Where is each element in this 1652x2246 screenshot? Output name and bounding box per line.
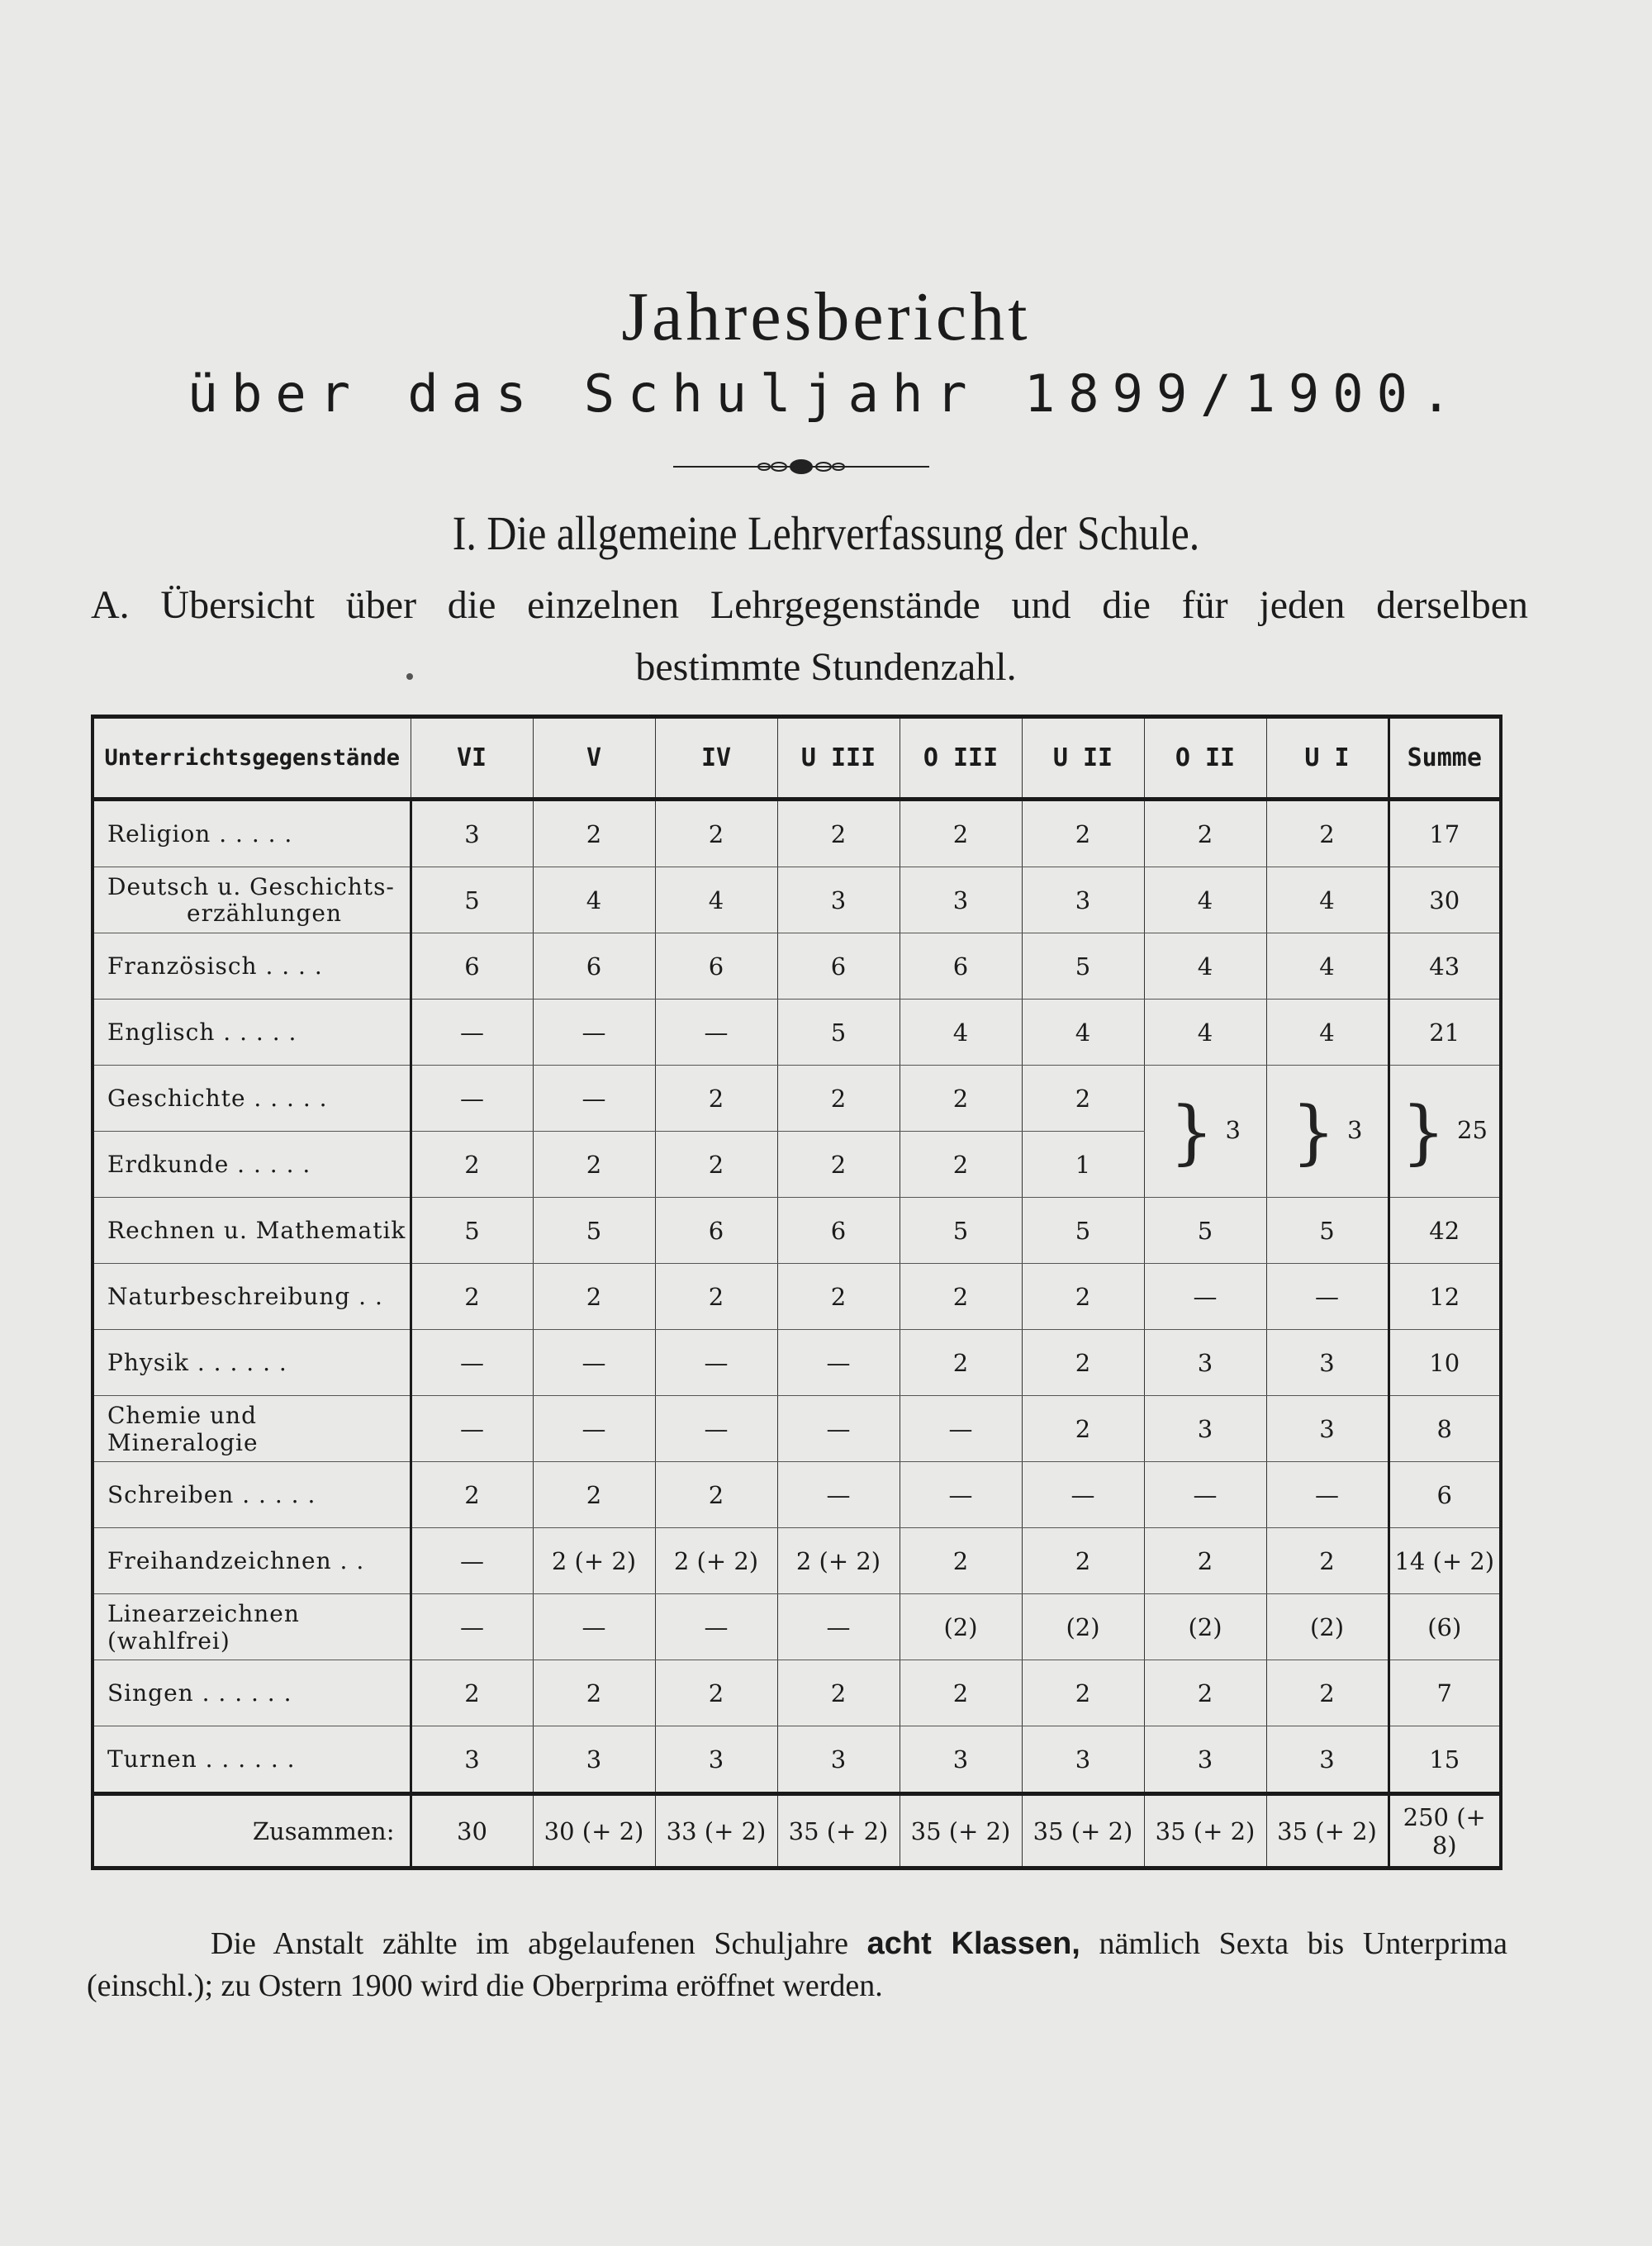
hours-cell: —	[777, 1396, 900, 1462]
sum-cell: 12	[1389, 1264, 1501, 1330]
hours-cell: 4	[1266, 1000, 1389, 1066]
hours-cell: 2	[1266, 1660, 1389, 1726]
hours-cell: —	[777, 1330, 900, 1396]
sum-cell: 6	[1389, 1462, 1501, 1528]
hours-cell: 6	[655, 933, 777, 1000]
hours-cell: 4	[533, 867, 655, 933]
footnote-text: Die Anstalt zählte im abgelaufenen Schuljahre	[211, 1926, 848, 1961]
table-row	[93, 1528, 1501, 1594]
hours-cell: 2	[1022, 1330, 1144, 1396]
subject-line: erzählungen	[187, 899, 342, 927]
hours-cell: 2	[900, 800, 1022, 867]
subject-cell: Turnen . . . . . .	[93, 1726, 411, 1794]
hours-cell: 5	[411, 867, 533, 933]
table-row	[93, 1330, 1501, 1396]
hours-cell: (2)	[900, 1594, 1022, 1660]
hours-cell: 2	[1266, 800, 1389, 867]
hours-cell: —	[900, 1462, 1022, 1528]
hours-cell: 5	[1022, 933, 1144, 1000]
hours-cell: —	[411, 1528, 533, 1594]
total-cell: 35 (+ 2)	[777, 1794, 900, 1869]
hours-cell: 2	[1144, 800, 1266, 867]
hours-cell: 2	[655, 1660, 777, 1726]
hours-cell: 2	[777, 1066, 900, 1132]
hours-cell: —	[777, 1594, 900, 1660]
column-header-subject: Unterrichtsgegenstände	[93, 717, 411, 800]
hours-cell: —	[655, 1396, 777, 1462]
hours-cell: 3	[411, 1726, 533, 1794]
column-header-class: U III	[777, 717, 900, 800]
sum-cell: 42	[1389, 1198, 1501, 1264]
hours-cell: —	[900, 1396, 1022, 1462]
subsection-heading-line2: bestimmte Stundenzahl.	[635, 645, 1017, 689]
subject-cell: Englisch . . . . .	[93, 1000, 411, 1066]
hours-cell: 5	[533, 1198, 655, 1264]
column-header-class: VI	[411, 717, 533, 800]
hours-cell: 2 (+ 2)	[655, 1528, 777, 1594]
total-cell: 35 (+ 2)	[1144, 1794, 1266, 1869]
section-heading: I. Die allgemeine Lehrverfassung der Schule.	[452, 506, 1200, 560]
table-row	[93, 1726, 1501, 1794]
table-row	[93, 1198, 1501, 1264]
hours-cell: 2	[1022, 1396, 1144, 1462]
column-header-class: O II	[1144, 717, 1266, 800]
column-header-class: IV	[655, 717, 777, 800]
hours-cell: 2	[1144, 1660, 1266, 1726]
hours-cell: 3	[411, 800, 533, 867]
hours-cell: 2	[411, 1132, 533, 1198]
total-cell: 33 (+ 2)	[655, 1794, 777, 1869]
hours-cell: 3	[777, 1726, 900, 1794]
combined-value: 3	[1225, 1115, 1241, 1144]
combined-hours-cell	[1266, 1066, 1389, 1198]
hours-cell: 2	[411, 1660, 533, 1726]
hours-cell: 2	[411, 1462, 533, 1528]
table-row	[93, 867, 1501, 933]
table-row	[93, 1660, 1501, 1726]
table-row	[93, 1264, 1501, 1330]
hours-cell: 3	[533, 1726, 655, 1794]
hours-cell: 6	[411, 933, 533, 1000]
hours-cell: 4	[1022, 1000, 1144, 1066]
lesson-hours-table	[91, 715, 1502, 1870]
hours-cell: 3	[1266, 1726, 1389, 1794]
hours-cell: 4	[900, 1000, 1022, 1066]
hours-cell: —	[533, 1594, 655, 1660]
hours-cell: 3	[1266, 1396, 1389, 1462]
hours-cell: 5	[1266, 1198, 1389, 1264]
column-header-class: O III	[900, 717, 1022, 800]
hours-cell: 2	[1022, 800, 1144, 867]
table-row	[93, 1000, 1501, 1066]
brace-icon: }	[1170, 1090, 1214, 1172]
hours-cell: —	[533, 1330, 655, 1396]
sum-cell: 43	[1389, 933, 1501, 1000]
hours-cell: 3	[1144, 1726, 1266, 1794]
hours-cell: 3	[1022, 1726, 1144, 1794]
hours-cell: 2	[1022, 1660, 1144, 1726]
hours-cell: 3	[900, 1726, 1022, 1794]
column-header-sum: Summe	[1389, 717, 1501, 800]
hours-cell: 5	[411, 1198, 533, 1264]
combined-value: 25	[1457, 1115, 1488, 1144]
column-header-class: V	[533, 717, 655, 800]
subject-cell: Religion . . . . .	[93, 800, 411, 867]
hours-cell: 5	[1144, 1198, 1266, 1264]
subsection-heading-line1: A. Übersicht über die einzelnen Lehrgegenstände und die für jeden derselben	[91, 583, 1528, 627]
brace-icon: }	[1291, 1090, 1336, 1172]
column-header-class: U I	[1266, 717, 1389, 800]
hours-cell: 2	[655, 800, 777, 867]
hours-cell: 3	[1022, 867, 1144, 933]
hours-cell: 2	[1022, 1066, 1144, 1132]
sum-cell: 14 (+ 2)	[1389, 1528, 1501, 1594]
sum-cell: 15	[1389, 1726, 1501, 1794]
sum-cell: 10	[1389, 1330, 1501, 1396]
sum-cell: 21	[1389, 1000, 1501, 1066]
subject-cell: Rechnen u. Mathematik	[93, 1198, 411, 1264]
subject-cell: Singen . . . . . .	[93, 1660, 411, 1726]
report-title: Jahresbericht	[621, 278, 1031, 355]
table-row	[93, 1066, 1501, 1132]
hours-cell: —	[411, 1594, 533, 1660]
hours-cell: 2	[655, 1462, 777, 1528]
table-row	[93, 1396, 1501, 1462]
sum-cell: (6)	[1389, 1594, 1501, 1660]
hours-cell: 6	[777, 933, 900, 1000]
sum-cell: 30	[1389, 867, 1501, 933]
hours-cell: 2	[777, 1660, 900, 1726]
hours-cell: —	[1266, 1264, 1389, 1330]
hours-cell: —	[411, 1066, 533, 1132]
hours-cell: (2)	[1144, 1594, 1266, 1660]
hours-cell: —	[411, 1396, 533, 1462]
footnote-text: nämlich Sexta bis Unterprima (einschl.); zu Ostern 1900 wird die Oberprima eröffnet werden.	[87, 1926, 1507, 2003]
combined-hours-cell	[1144, 1066, 1266, 1198]
hours-cell: 3	[1144, 1330, 1266, 1396]
hours-cell: 2	[533, 800, 655, 867]
hours-cell: —	[533, 1396, 655, 1462]
hours-cell: (2)	[1022, 1594, 1144, 1660]
subject-cell: Erdkunde . . . . .	[93, 1132, 411, 1198]
hours-cell: —	[655, 1330, 777, 1396]
hours-cell: 3	[655, 1726, 777, 1794]
hours-cell: 2 (+ 2)	[777, 1528, 900, 1594]
hours-cell: 2	[1022, 1264, 1144, 1330]
hours-cell: 1	[1022, 1132, 1144, 1198]
hours-cell: 4	[1266, 933, 1389, 1000]
hours-cell: —	[533, 1066, 655, 1132]
table-row	[93, 1594, 1501, 1660]
hours-cell: —	[655, 1594, 777, 1660]
hours-cell: 2	[777, 1132, 900, 1198]
footnote-paragraph	[87, 1923, 1507, 2007]
hours-cell: 3	[1266, 1330, 1389, 1396]
hours-cell: 2	[655, 1132, 777, 1198]
hours-cell: 2	[900, 1066, 1022, 1132]
hours-cell: 3	[1144, 1396, 1266, 1462]
hours-cell: 4	[1144, 867, 1266, 933]
hours-cell: —	[533, 1000, 655, 1066]
subject-cell: Naturbeschreibung . .	[93, 1264, 411, 1330]
sum-cell: 17	[1389, 800, 1501, 867]
hours-cell: 2	[777, 1264, 900, 1330]
subject-cell: Schreiben . . . . .	[93, 1462, 411, 1528]
hours-cell: 2	[533, 1264, 655, 1330]
hours-cell: 5	[777, 1000, 900, 1066]
sum-cell: 8	[1389, 1396, 1501, 1462]
total-cell: 35 (+ 2)	[1266, 1794, 1389, 1869]
totals-row	[93, 1794, 1501, 1869]
hours-cell: —	[1144, 1264, 1266, 1330]
hours-cell: 2	[777, 800, 900, 867]
hours-cell: 4	[1266, 867, 1389, 933]
brace-icon: }	[1401, 1090, 1446, 1172]
totals-label: Zusammen:	[93, 1794, 411, 1869]
hours-cell: 2	[900, 1330, 1022, 1396]
total-cell: 30 (+ 2)	[533, 1794, 655, 1869]
hours-cell: 6	[777, 1198, 900, 1264]
hours-cell: —	[411, 1330, 533, 1396]
hours-cell: 5	[1022, 1198, 1144, 1264]
combined-sum-cell	[1389, 1066, 1501, 1198]
hours-cell: —	[655, 1000, 777, 1066]
subject-cell: Linearzeichnen (wahlfrei)	[93, 1594, 411, 1660]
hours-cell: 2	[900, 1660, 1022, 1726]
table-row	[93, 800, 1501, 867]
hours-cell: —	[411, 1000, 533, 1066]
subject-cell: Französisch . . . .	[93, 933, 411, 1000]
hours-cell: 2	[900, 1528, 1022, 1594]
grand-total-cell: 250 (+ 8)	[1389, 1794, 1501, 1869]
subject-cell	[93, 867, 411, 933]
total-cell: 35 (+ 2)	[1022, 1794, 1144, 1869]
subject-cell: Freihandzeichnen . .	[93, 1528, 411, 1594]
hours-cell: 2	[533, 1660, 655, 1726]
sum-cell: 7	[1389, 1660, 1501, 1726]
table-header-row	[93, 717, 1501, 800]
table-row	[93, 933, 1501, 1000]
hours-cell: (2)	[1266, 1594, 1389, 1660]
hours-cell: 2	[411, 1264, 533, 1330]
hours-cell: —	[1266, 1462, 1389, 1528]
hours-cell: 2	[900, 1264, 1022, 1330]
total-cell: 30	[411, 1794, 533, 1869]
subject-cell: Physik . . . . . .	[93, 1330, 411, 1396]
hours-cell: 6	[533, 933, 655, 1000]
hours-cell: 2 (+ 2)	[533, 1528, 655, 1594]
hours-cell: 2	[1022, 1528, 1144, 1594]
report-subtitle: über das Schuljahr 1899/1900.	[187, 363, 1465, 424]
hours-cell: 2	[1266, 1528, 1389, 1594]
table-row	[93, 1462, 1501, 1528]
subject-cell: Chemie und Mineralogie	[93, 1396, 411, 1462]
hours-cell: 2	[1144, 1528, 1266, 1594]
hours-cell: 2	[655, 1264, 777, 1330]
hours-cell: 5	[900, 1198, 1022, 1264]
hours-cell: 4	[1144, 1000, 1266, 1066]
hours-cell: —	[777, 1462, 900, 1528]
hours-cell: 3	[900, 867, 1022, 933]
hours-cell: 2	[655, 1066, 777, 1132]
hours-cell: 2	[533, 1462, 655, 1528]
column-header-class: U II	[1022, 717, 1144, 800]
hours-cell: 3	[777, 867, 900, 933]
ornament-divider	[673, 457, 929, 477]
hours-cell: 2	[900, 1132, 1022, 1198]
subject-line: Deutsch u. Geschichts-	[107, 872, 395, 900]
hours-cell: 6	[655, 1198, 777, 1264]
footnote-bold: acht Klassen,	[866, 1926, 1080, 1961]
hours-cell: 2	[533, 1132, 655, 1198]
hours-cell: —	[1144, 1462, 1266, 1528]
hours-cell: 4	[1144, 933, 1266, 1000]
combined-value: 3	[1347, 1115, 1363, 1144]
hours-cell: —	[1022, 1462, 1144, 1528]
total-cell: 35 (+ 2)	[900, 1794, 1022, 1869]
hours-cell: 6	[900, 933, 1022, 1000]
subject-cell: Geschichte . . . . .	[93, 1066, 411, 1132]
hours-cell: 4	[655, 867, 777, 933]
